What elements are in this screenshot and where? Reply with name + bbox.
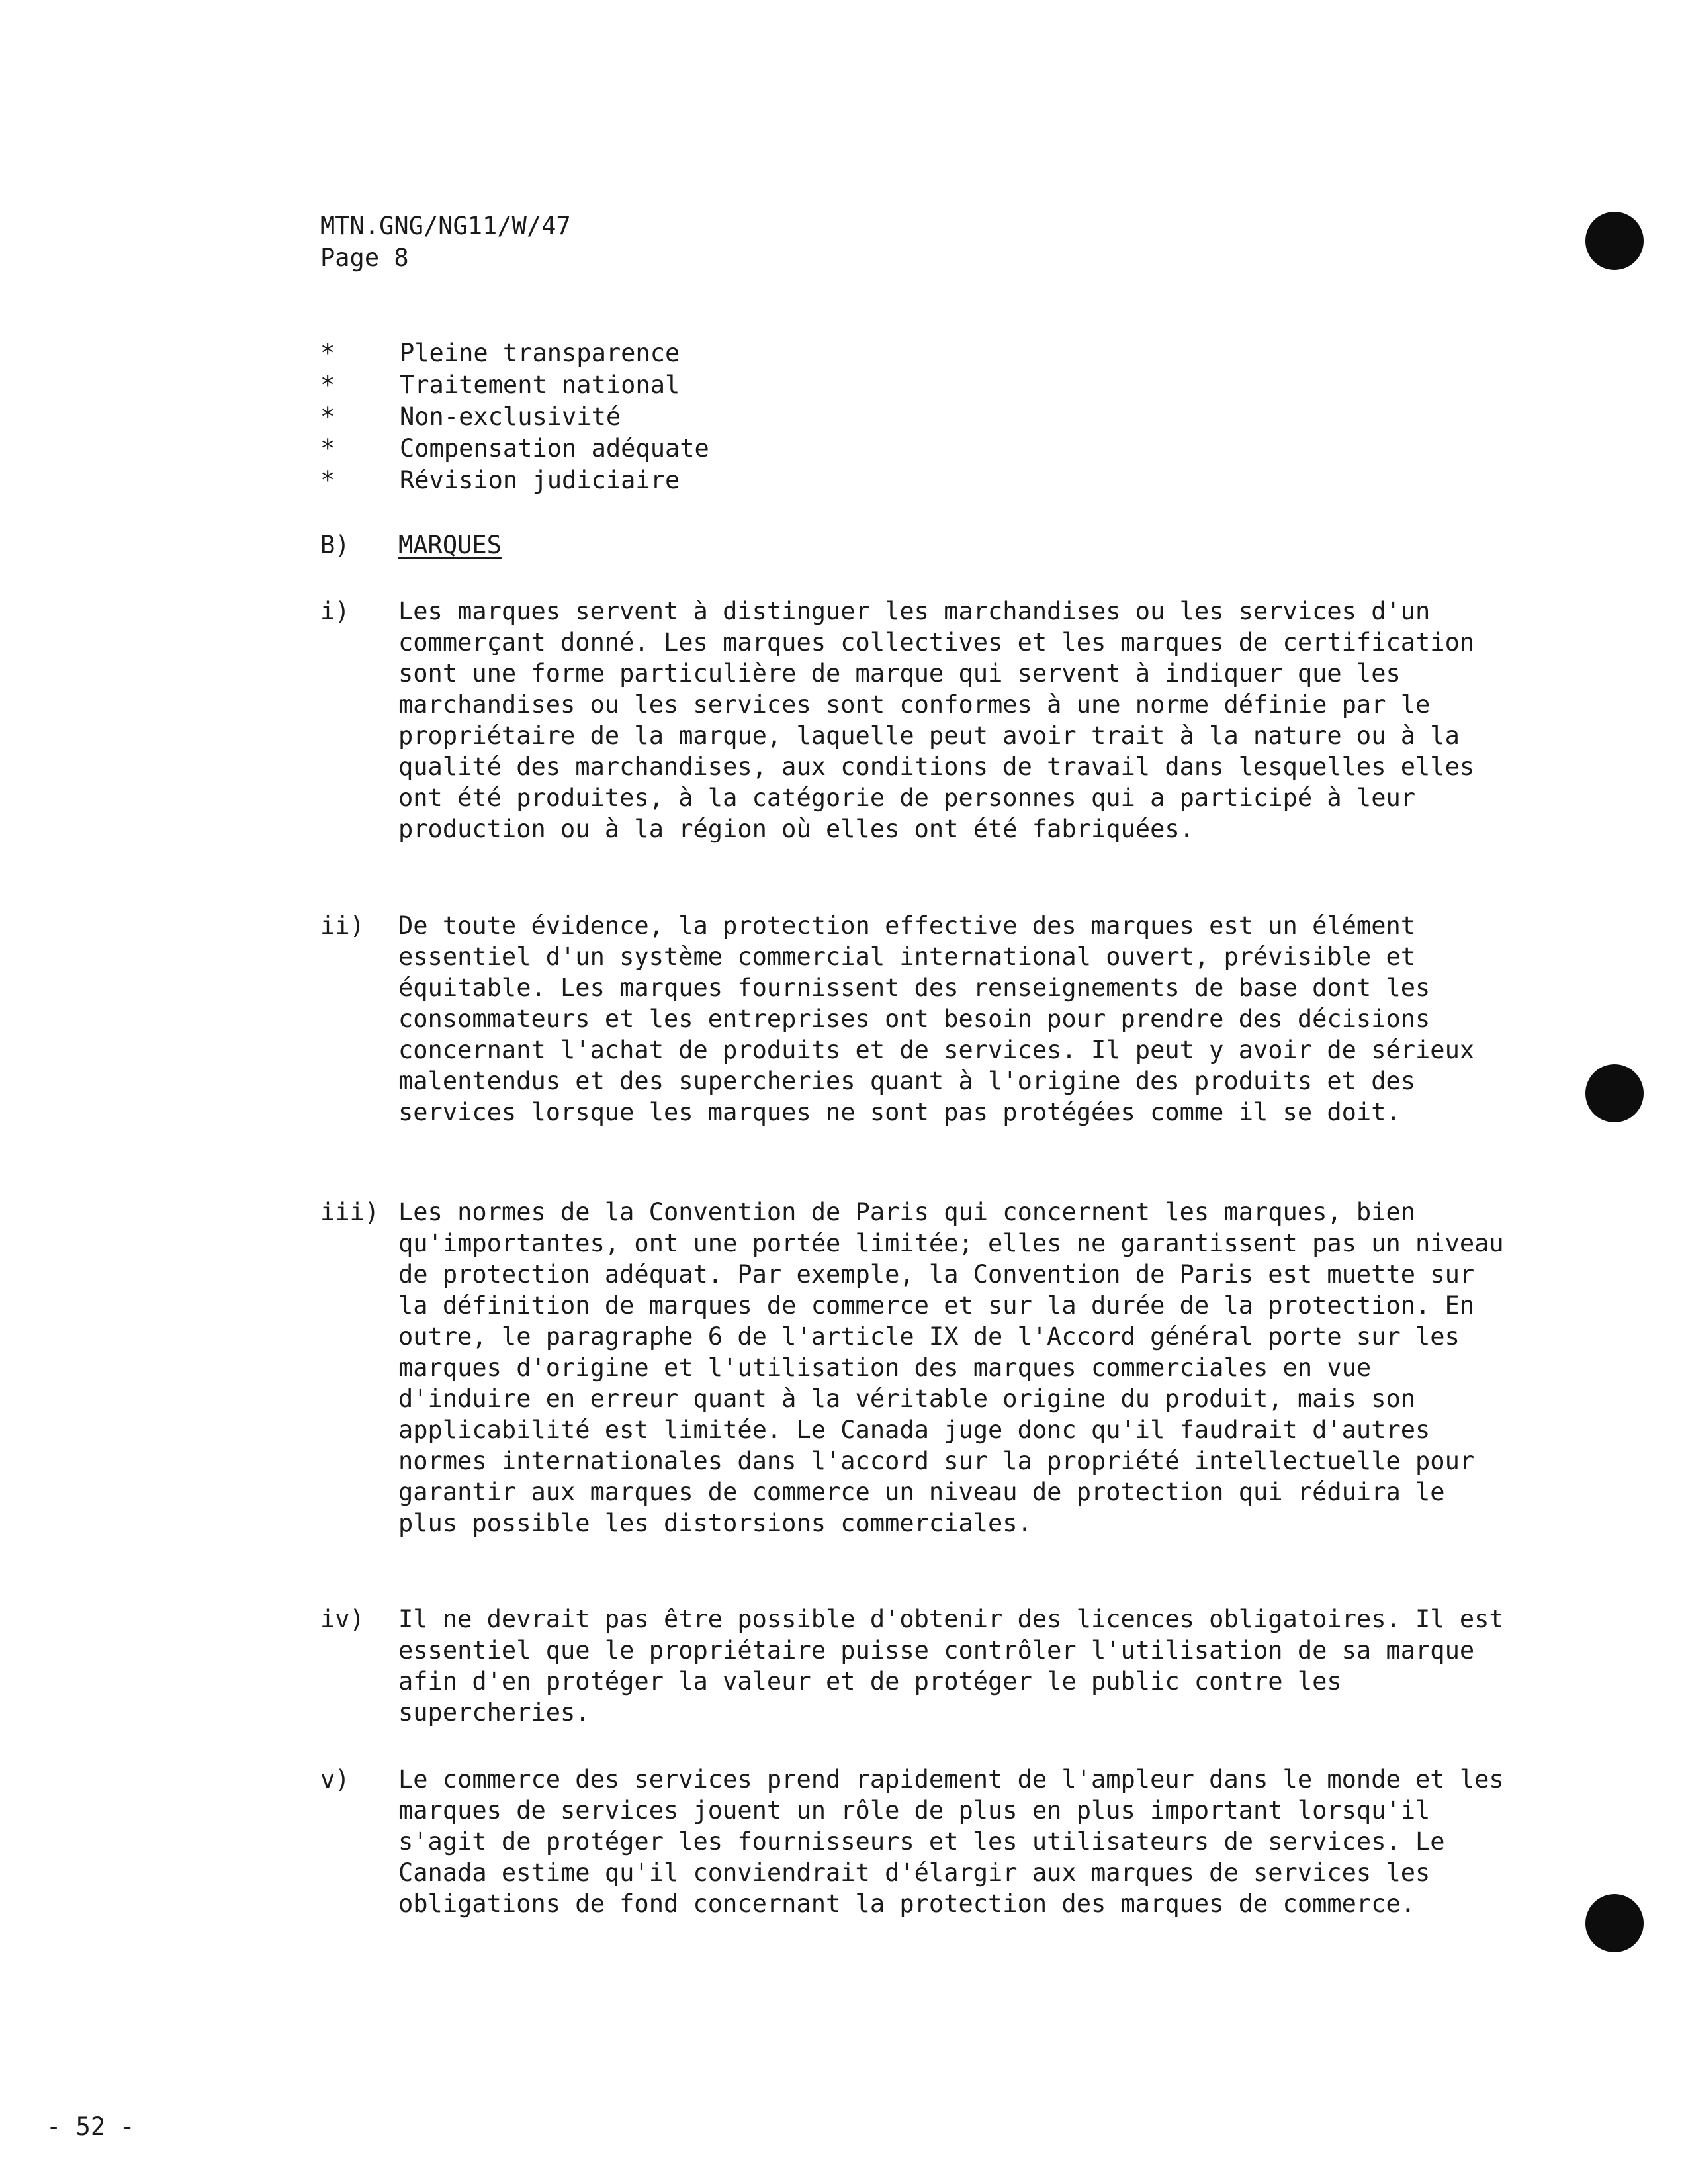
punch-hole-top (1585, 212, 1644, 270)
list-item (320, 465, 709, 496)
paragraph (320, 1604, 1518, 1728)
section-heading (320, 529, 502, 561)
bullet-marker: * (320, 434, 335, 463)
bullet-marker: * (320, 466, 335, 494)
document-header (320, 210, 571, 274)
punch-hole-middle (1585, 1064, 1644, 1122)
bullet-marker: * (320, 339, 335, 367)
list-item (320, 369, 709, 401)
paragraph-text: Les normes de la Convention de Paris qui concernent les marques, bien qu'importantes, ont une portée limitée; elles ne garantissent pas un niveau de protection adéquat. Par exemple, la Convention de Paris est muette sur la définition de marques de commerce et sur la durée de la protection. En outre, le paragraphe 6 de l'article IX de l'Accord général porte sur les marques d'origine et l'utilisation des marques commerciales en vue d'induire en erreur quant à la véritable origine du produit, mais son applicabilité est limitée. Le Canada juge donc qu'il faudrait d'autres normes internationales dans l'accord sur la propriété intellectuelle pour garantir aux marques de commerce un niveau de protection qui réduira le plus possible les distorsions commerciales. (398, 1198, 1504, 1537)
paragraph-text: De toute évidence, la protection effective des marques est un élément essentiel d'un système commercial international ouvert, prévisible et équitable. Les marques fournissent des renseignements de base dont les consommateurs et les entreprises ont besoin pour prendre des décisions concernant l'achat de produits et de services. Il peut y avoir de sérieux malentendus et des supercheries quant à l'origine des produits et des services lorsque les marques ne sont pas protégées comme il se doit. (398, 911, 1475, 1126)
bullet-text: Révision judiciaire (400, 466, 680, 494)
list-item (320, 338, 709, 369)
paragraph-text: Le commerce des services prend rapidement de l'ampleur dans le monde et les marques de services jouent un rôle de plus en plus important lorsqu'il s'agit de protéger les fournisseurs et les utilisateurs de services. Le Canada estime qu'il conviendrait d'élargir aux marques de services les obligations de fond concernant la protection des marques de commerce. (398, 1765, 1504, 1918)
bullet-text: Traitement national (400, 371, 680, 399)
paragraph-number: v) (320, 1765, 350, 1794)
paragraph-number: ii) (320, 911, 365, 940)
page-label: Page 8 (320, 244, 409, 272)
list-item (320, 433, 709, 465)
document-symbol: MTN.GNG/NG11/W/47 (320, 212, 571, 240)
paragraph (320, 1764, 1518, 1919)
paragraph-text: Il ne devrait pas être possible d'obtenir des licences obligatoires. Il est essentiel que le propriétaire puisse contrôler l'utilisation de sa marque afin d'en protéger la valeur et de protéger le public contre les supercheries. (398, 1605, 1504, 1727)
paragraph-number: i) (320, 597, 350, 625)
paragraph (320, 1197, 1518, 1539)
list-item (320, 401, 709, 433)
paragraph-number: iv) (320, 1605, 365, 1633)
paragraph-number: iii) (320, 1198, 380, 1226)
bullet-marker: * (320, 402, 335, 431)
punch-hole-bottom (1585, 1894, 1644, 1952)
section-title: MARQUES (398, 531, 502, 559)
paragraph (320, 596, 1518, 844)
bullet-text: Non-exclusivité (400, 402, 621, 431)
page-number: - 52 - (46, 2113, 135, 2141)
section-number: B) (320, 531, 350, 559)
paragraph (320, 910, 1518, 1128)
bullet-list (320, 338, 709, 496)
paragraph-text: Les marques servent à distinguer les marchandises ou les services d'un commerçant donné. Les marques collectives et les marques de certification sont une forme particulière de marque qui servent à indiquer que les marchandises ou les services sont conformes à une norme définie par le propriétaire de la marque, laquelle peut avoir trait à la nature ou à la qualité des marchandises, aux conditions de travail dans lesquelles elles ont été produites, à la catégorie de personnes qui a participé à leur production ou à la région où elles ont été fabriquées. (398, 597, 1475, 843)
bullet-marker: * (320, 371, 335, 399)
bullet-text: Compensation adéquate (400, 434, 709, 463)
bullet-text: Pleine transparence (400, 339, 680, 367)
